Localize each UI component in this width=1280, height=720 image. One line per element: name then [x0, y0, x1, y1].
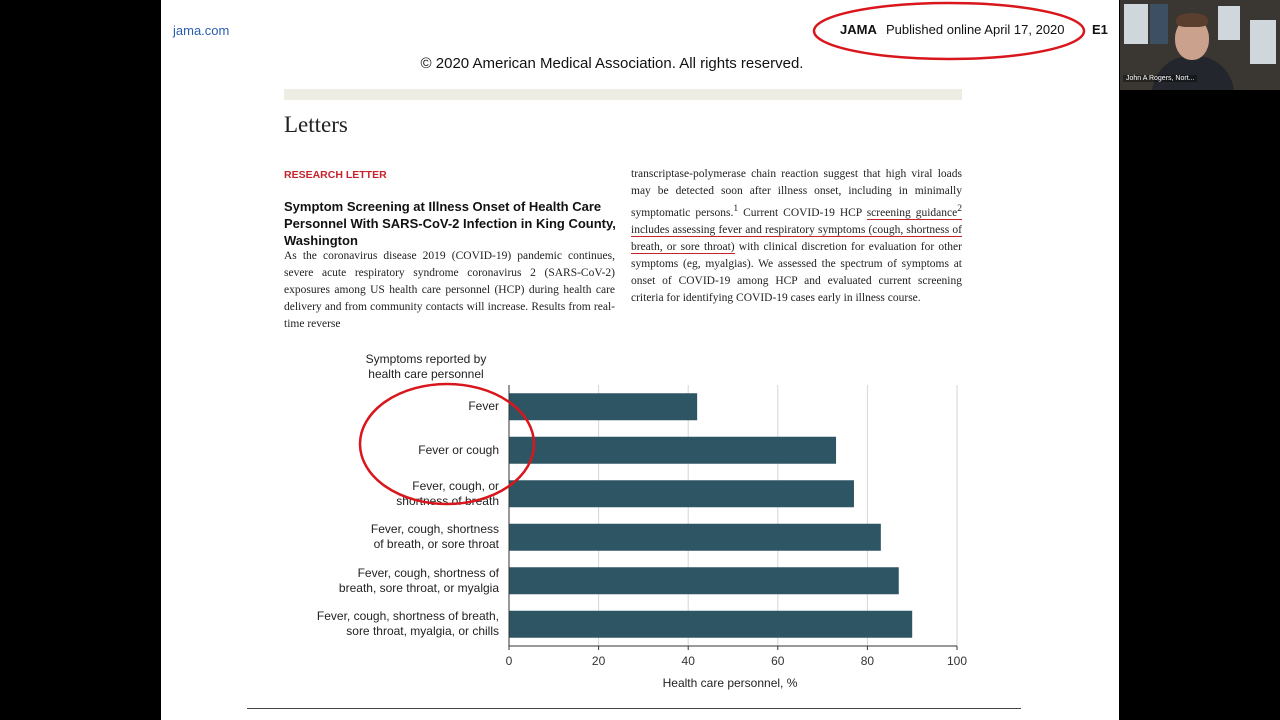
- reference-2: 2: [957, 203, 963, 214]
- article-title: Symptom Screening at Illness Onset of Health Care Personnel With SARS-CoV-2 Infection in King County, Washington: [284, 199, 616, 248]
- body-text: transcriptase-polymerase chain reaction suggest that high viral loads may be detected soon after illness onset, including in minimally symptomatic persons.: [631, 168, 962, 219]
- category-label: Fever: [468, 399, 499, 414]
- person-hair: [1176, 13, 1208, 27]
- category-label: Fever or cough: [418, 442, 499, 457]
- bar-2: [509, 437, 836, 464]
- x-tick-label: 40: [681, 654, 695, 668]
- window-pane: [1124, 4, 1148, 44]
- category-label: Fever, cough, shortness of breath, sore throat, myalgia, or chills: [316, 609, 499, 639]
- article-type-label: RESEARCH LETTER: [284, 169, 387, 181]
- x-tick-label: 20: [591, 654, 606, 668]
- body-text: Current COVID-19 HCP: [738, 206, 867, 219]
- category-label: Fever, cough, shortness of breath, or sore throat: [370, 522, 499, 552]
- bar-chart: [161, 0, 1119, 720]
- bar-6: [509, 611, 912, 638]
- journal-name: JAMA: [840, 22, 877, 37]
- window-pane: [1150, 4, 1168, 44]
- category-label: Fever, cough, shortness of breath, sore throat, or myalgia: [338, 565, 499, 595]
- screening-guidance-text: screening guidance: [866, 206, 958, 219]
- chart-title: Symptoms reported by health care personnel: [365, 352, 487, 381]
- x-tick-label: 0: [505, 654, 513, 668]
- bar-4: [509, 524, 881, 551]
- bar-1: [509, 393, 697, 420]
- body-column-left: As the coronavirus disease 2019 (COVID-19) pandemic continues, severe acute respiratory syndrome coronavirus 2 (SARS-CoV-2) exposures among US health care personnel (HCP) during health care delivery and from community contacts will increase. Results from real-time reverse: [284, 250, 615, 330]
- bar-5: [509, 567, 899, 594]
- x-tick-label: 100: [946, 654, 968, 668]
- participant-name: John A Rogers, Nort...: [1123, 75, 1197, 82]
- publication-date: Published online April 17, 2020: [886, 22, 1065, 37]
- category-label: Fever, cough, or shortness of breath: [396, 478, 499, 508]
- annotation-circle-date: [814, 3, 1084, 59]
- underlined-symptoms-text: includes assessing fever and respiratory symptoms (cough, shortness of breath, or sore throat): [631, 223, 962, 253]
- bottom-rule: [247, 708, 1021, 709]
- wall-picture: [1250, 20, 1276, 64]
- page-number: E1: [1092, 22, 1108, 37]
- body-text: with clinical discretion for evaluation for other symptoms (eg, myalgias). We assessed the spectrum of symptoms at onset of COVID-19 among HCP and evaluated current screening criteria for identifying COVID-19 cases early in illness course.: [631, 240, 962, 304]
- x-tick-label: 80: [860, 654, 875, 668]
- annotation-circle-symptoms: [360, 384, 534, 504]
- window-pane: [1218, 6, 1240, 40]
- site-url: jama.com: [173, 23, 230, 38]
- section-title: Letters: [284, 112, 348, 137]
- reference-1: 1: [733, 203, 739, 214]
- shared-document-page: [161, 0, 1119, 720]
- bar-3: [509, 480, 854, 507]
- x-axis-label: Health care personnel, %: [662, 676, 798, 690]
- participant-video-thumbnail[interactable]: [1120, 0, 1280, 90]
- x-tick-label: 60: [771, 654, 785, 668]
- copyright-line: © 2020 American Medical Association. All rights reserved.: [420, 55, 804, 72]
- person-shoulders: [1152, 56, 1234, 90]
